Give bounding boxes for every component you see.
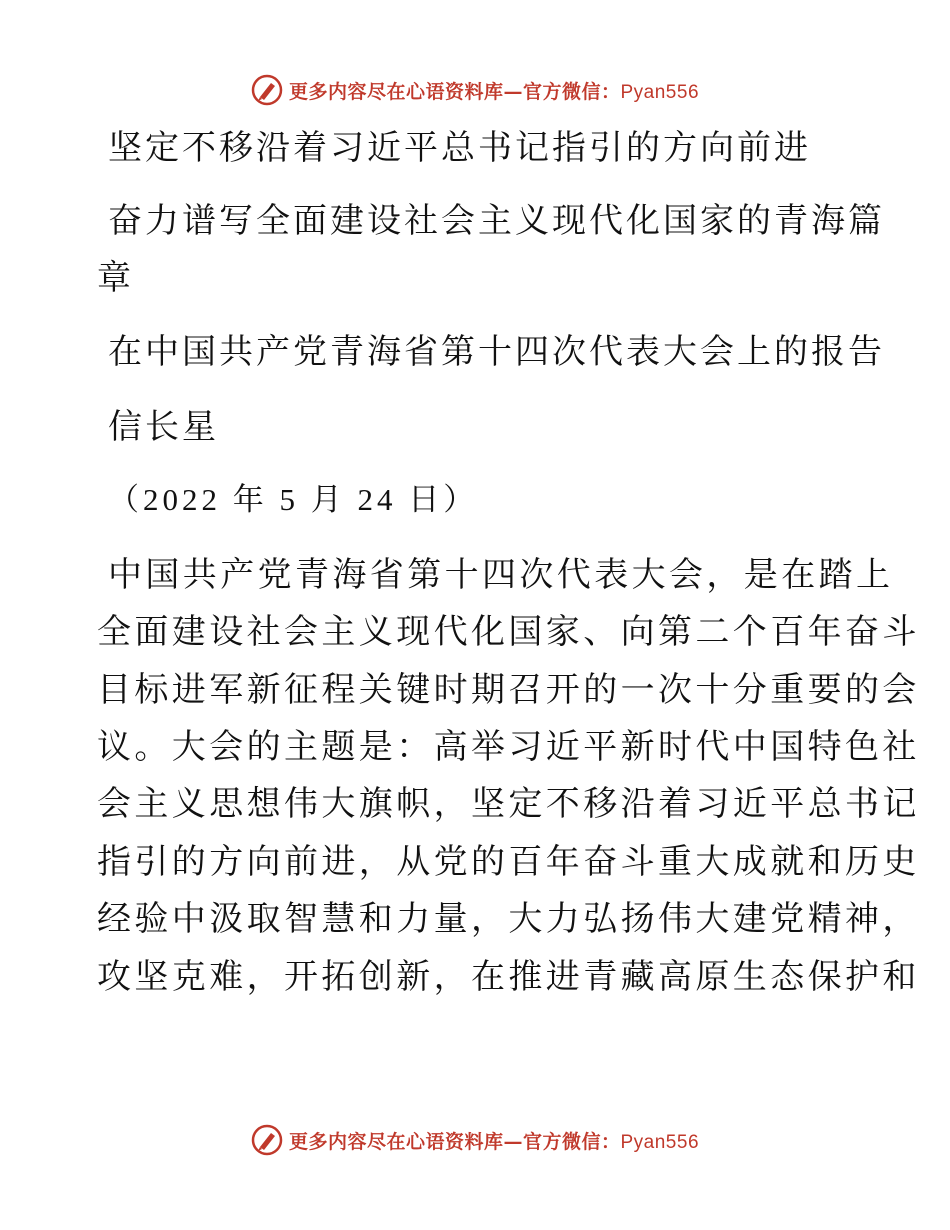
document-subtitle: 在中国共产党青海省第十四次代表大会上的报告 <box>108 332 885 372</box>
watermark-text: 更多内容尽在心语资料库—官方微信：Pyan556 <box>288 1130 700 1153</box>
header-watermark <box>0 72 950 108</box>
body-line: 议。大会的主题是：高举习近平新时代中国特色社 <box>97 727 920 767</box>
body-line: 中国共产党青海省第十四次代表大会，是在踏上 <box>108 555 894 595</box>
watermark-text: 更多内容尽在心语资料库—官方微信：Pyan556 <box>288 80 700 103</box>
document-date: （2022 年 5 月 24 日） <box>108 482 479 517</box>
document-title-line-2-continued: 章 <box>97 258 134 298</box>
document-author: 信长星 <box>108 407 219 447</box>
body-line: 攻坚克难，开拓创新，在推进青藏高原生态保护和 <box>97 957 920 997</box>
footer-watermark <box>0 1122 950 1158</box>
body-line: 指引的方向前进，从党的百年奋斗重大成就和历史 <box>97 842 920 882</box>
body-line: 全面建设社会主义现代化国家、向第二个百年奋斗 <box>97 612 920 652</box>
body-line: 经验中汲取智慧和力量，大力弘扬伟大建党精神， <box>97 899 920 939</box>
pen-logo-icon <box>251 1124 283 1156</box>
body-line: 目标进军新征程关键时期召开的一次十分重要的会 <box>97 670 920 710</box>
body-line: 会主义思想伟大旗帜，坚定不移沿着习近平总书记 <box>97 784 920 824</box>
document-title-line-2: 奋力谱写全面建设社会主义现代化国家的青海篇 <box>108 201 885 241</box>
pen-logo-icon <box>251 74 283 106</box>
document-title-line-1: 坚定不移沿着习近平总书记指引的方向前进 <box>108 128 811 168</box>
